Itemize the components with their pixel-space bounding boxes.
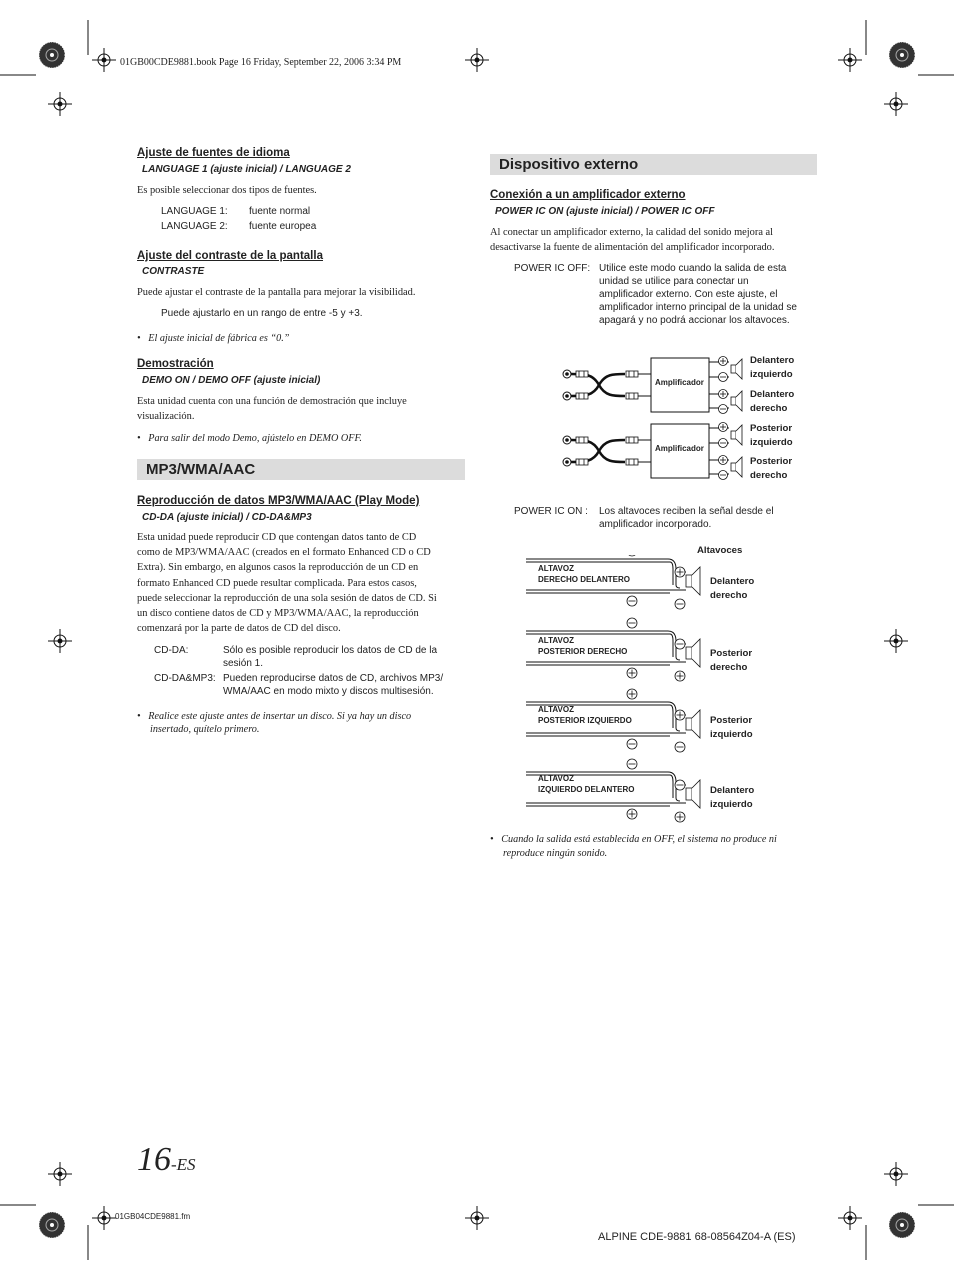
amplifier-unit-rear [563,423,742,480]
amplifier-label-2: Amplificador [655,444,704,453]
speaker-name-line: Delantero [710,785,755,796]
desc-line: Utilice este modo cuando la salida de esta [599,263,787,274]
demo-note: • Para salir del modo Demo, ajústelo en DEMO OFF. [137,433,362,444]
desc-line: amplificador interno principal de la unidad se [599,302,797,313]
section-subtitle-demo: DEMO ON / DEMO OFF (ajuste inicial) [142,375,321,386]
wire-label-line: ALTAVOZ [538,564,574,573]
speaker-name-line: Posterior [710,715,753,726]
output-note-line-2: reproduce ningún sonido. [503,848,608,859]
body-line: Esta unidad puede reproducir CD que contengan datos tanto de CD [137,532,417,543]
body-line: comenzará por la parte de datos de CD del disco. [137,623,341,635]
language-key-1: LANGUAGE 1: [161,206,228,217]
amplifier-wiring-diagram [555,350,755,490]
speaker-name-line: Delantero [710,576,755,587]
section-subtitle-amplifier: POWER IC ON (ajuste inicial) / POWER IC OFF [495,206,715,217]
speaker-name-line: derecho [710,661,748,673]
desc-line: unidad se utilice para conectar un [599,276,749,287]
speaker-name-front-right [710,575,754,602]
speaker-name-line: izquierdo [710,798,753,810]
section-title-contrast: Ajuste del contraste de la pantalla [137,250,323,262]
language-key-2: LANGUAGE 2: [161,221,228,232]
crop-mark [0,1162,116,1260]
speaker-name-line: derecho [710,589,748,601]
def-value-cddamp3-2: WMA/AAC en modo mixto y discos multisesión. [223,686,434,697]
body-line: formato Enhanced CD puede resultar complicada. Para estos casos, [137,577,417,589]
wire-label-front-right [538,563,630,585]
power-ic-on-desc-1: Los altavoces reciben la señal desde el [599,506,774,517]
def-key-cddamp3: CD-DA&MP3: [154,673,216,684]
section-subtitle-play-mode: CD-DA (ajuste inicial) / CD-DA&MP3 [142,512,312,523]
def-value-cdda-1: Sólo es posible reproducir los datos de CD de la [223,645,438,656]
desc-line: apagará y no podrá accionar los altavoces. [599,315,790,326]
wire-label-line: IZQUIERDO DELANTERO [538,785,635,794]
play-note-line-1: Realice este ajuste antes de insertar un disco. Si ya hay un disco [148,711,412,722]
wire-label-rear-right [538,635,627,657]
registration-mark [884,629,908,653]
body-line: puede seleccionar la reproducción de una sola sesión de datos de CD. Si [137,592,437,604]
page-number [137,1140,196,1185]
body-line: como de MP3/WMA/AAC (creados en el formato Enhanced CD o CD [137,547,431,559]
speaker-label-line: izquierdo [750,436,793,448]
speaker-name-rear-right [710,647,752,674]
section-subtitle-contrast: CONTRASTE [142,266,205,277]
play-mode-body [137,530,437,636]
crop-mark [838,1162,954,1260]
power-ic-on-desc-2: amplificador incorporado. [599,519,712,530]
section-bar-external-device [490,154,817,175]
registration-mark [465,48,489,72]
contrast-note: • El ajuste inicial de fábrica es “0.” [137,333,290,344]
wire-label-front-left [538,773,634,795]
contrast-range: Puede ajustarlo en un rango de entre -5 y +3. [161,308,363,319]
amplifier-body-2: desactivarse la fuente de alimentación del amplificador incorporado. [490,242,775,253]
wire-label-line: ALTAVOZ [538,774,574,783]
wire-label-line: ALTAVOZ [538,636,574,645]
language-value-1: fuente normal [249,206,311,217]
speaker-label-line: Posterior [750,456,793,467]
speaker-label-front-left [750,354,794,381]
body-line: un disco contiene datos de CD y MP3/WMA/AAC, la reproducción [137,608,419,620]
section-title-amplifier: Conexión a un amplificador externo [490,189,686,201]
section-title-language: Ajuste de fuentes de idioma [137,147,290,159]
power-ic-off-desc [599,262,797,327]
section-bar-mp3-label: MP3/WMA/AAC [146,461,256,478]
section-title-demo: Demostración [137,358,214,370]
amplifier-unit-front [563,357,742,414]
speaker-name-line: izquierdo [710,728,753,740]
wire-label-line: POSTERIOR DERECHO [538,647,628,656]
page-number-suffix: -ES [171,1155,196,1174]
speaker-label-rear-right [750,455,792,482]
crop-mark [0,20,116,116]
wire-label-line: POSTERIOR IZQUIERDO [538,716,632,725]
registration-mark [48,629,72,653]
section-title-play-mode: Reproducción de datos MP3/WMA/AAC (Play Mode) [137,495,420,507]
demo-body-1: Esta unidad cuenta con una función de demostración que incluye [137,396,407,407]
amplifier-body-1: Al conectar un amplificador externo, la calidad del sonido mejora al [490,227,774,238]
wire-label-line: DERECHO DELANTERO [538,575,631,584]
play-note-line-2: insertado, quítelo primero. [150,724,260,735]
speaker-name-rear-left [710,714,753,741]
footer-model: ALPINE CDE-9881 68-08564Z04-A (ES) [598,1231,796,1243]
body-line: Extra). Sin embargo, en algunos casos la reproducción de un CD en [137,562,419,574]
speaker-label-line: izquierdo [750,368,793,380]
speaker-label-line: derecho [750,402,788,414]
speaker-label-front-right [750,388,794,415]
file-header: 01GB00CDE9881.book Page 16 Friday, September 22, 2006 3:34 PM [120,57,402,68]
contrast-body: Puede ajustar el contraste de la pantalla para mejorar la visibilidad. [137,287,416,298]
output-note-line-1: Cuando la salida está establecida en OFF, el sistema no produce ni [501,834,777,845]
play-mode-note: • Realice este ajuste antes de insertar un disco. Si ya hay un disco [137,711,412,722]
contrast-note-text: El ajuste inicial de fábrica es “0.” [148,333,290,344]
crop-mark [838,20,954,116]
section-bar-mp3 [137,459,465,480]
page-number-value: 16 [137,1141,171,1178]
speaker-name-front-left [710,784,754,811]
output-off-note: • Cuando la salida está establecida en OFF, el sistema no produce ni [490,834,777,845]
language-value-2: fuente europea [249,221,317,232]
section-subtitle-language: LANGUAGE 1 (ajuste inicial) / LANGUAGE 2 [142,164,351,175]
def-value-cdda-2: sesión 1. [223,658,264,669]
demo-body-2: visualización. [137,411,195,422]
def-value-cddamp3-1: Pueden reproducirse datos de CD, archivos MP3/ [223,673,444,684]
footer-file: 01GB04CDE9881.fm [115,1212,191,1221]
section-bar-external-device-label: Dispositivo externo [499,156,639,173]
speaker-label-rear-left [750,422,793,449]
speaker-name-line: Posterior [710,648,753,659]
power-ic-on-key: POWER IC ON : [514,506,588,517]
wire-label-rear-left [538,704,632,726]
speaker-label-line: Delantero [750,389,795,400]
def-key-cdda: CD-DA: [154,645,189,656]
power-ic-off-key: POWER IC OFF: [514,263,591,274]
speaker-label-line: Delantero [750,355,795,366]
registration-mark [465,1206,489,1230]
wire-label-line: ALTAVOZ [538,705,574,714]
speaker-label-line: Posterior [750,423,793,434]
demo-note-text: Para salir del modo Demo, ajústelo en DEMO OFF. [148,433,362,444]
amplifier-label-1: Amplificador [655,378,704,387]
speakers-heading: Altavoces [697,545,743,556]
desc-line: amplificador externo. Con este ajuste, el [599,289,778,300]
speaker-label-line: derecho [750,469,788,481]
language-body: Es posible seleccionar dos tipos de fuentes. [137,185,317,196]
